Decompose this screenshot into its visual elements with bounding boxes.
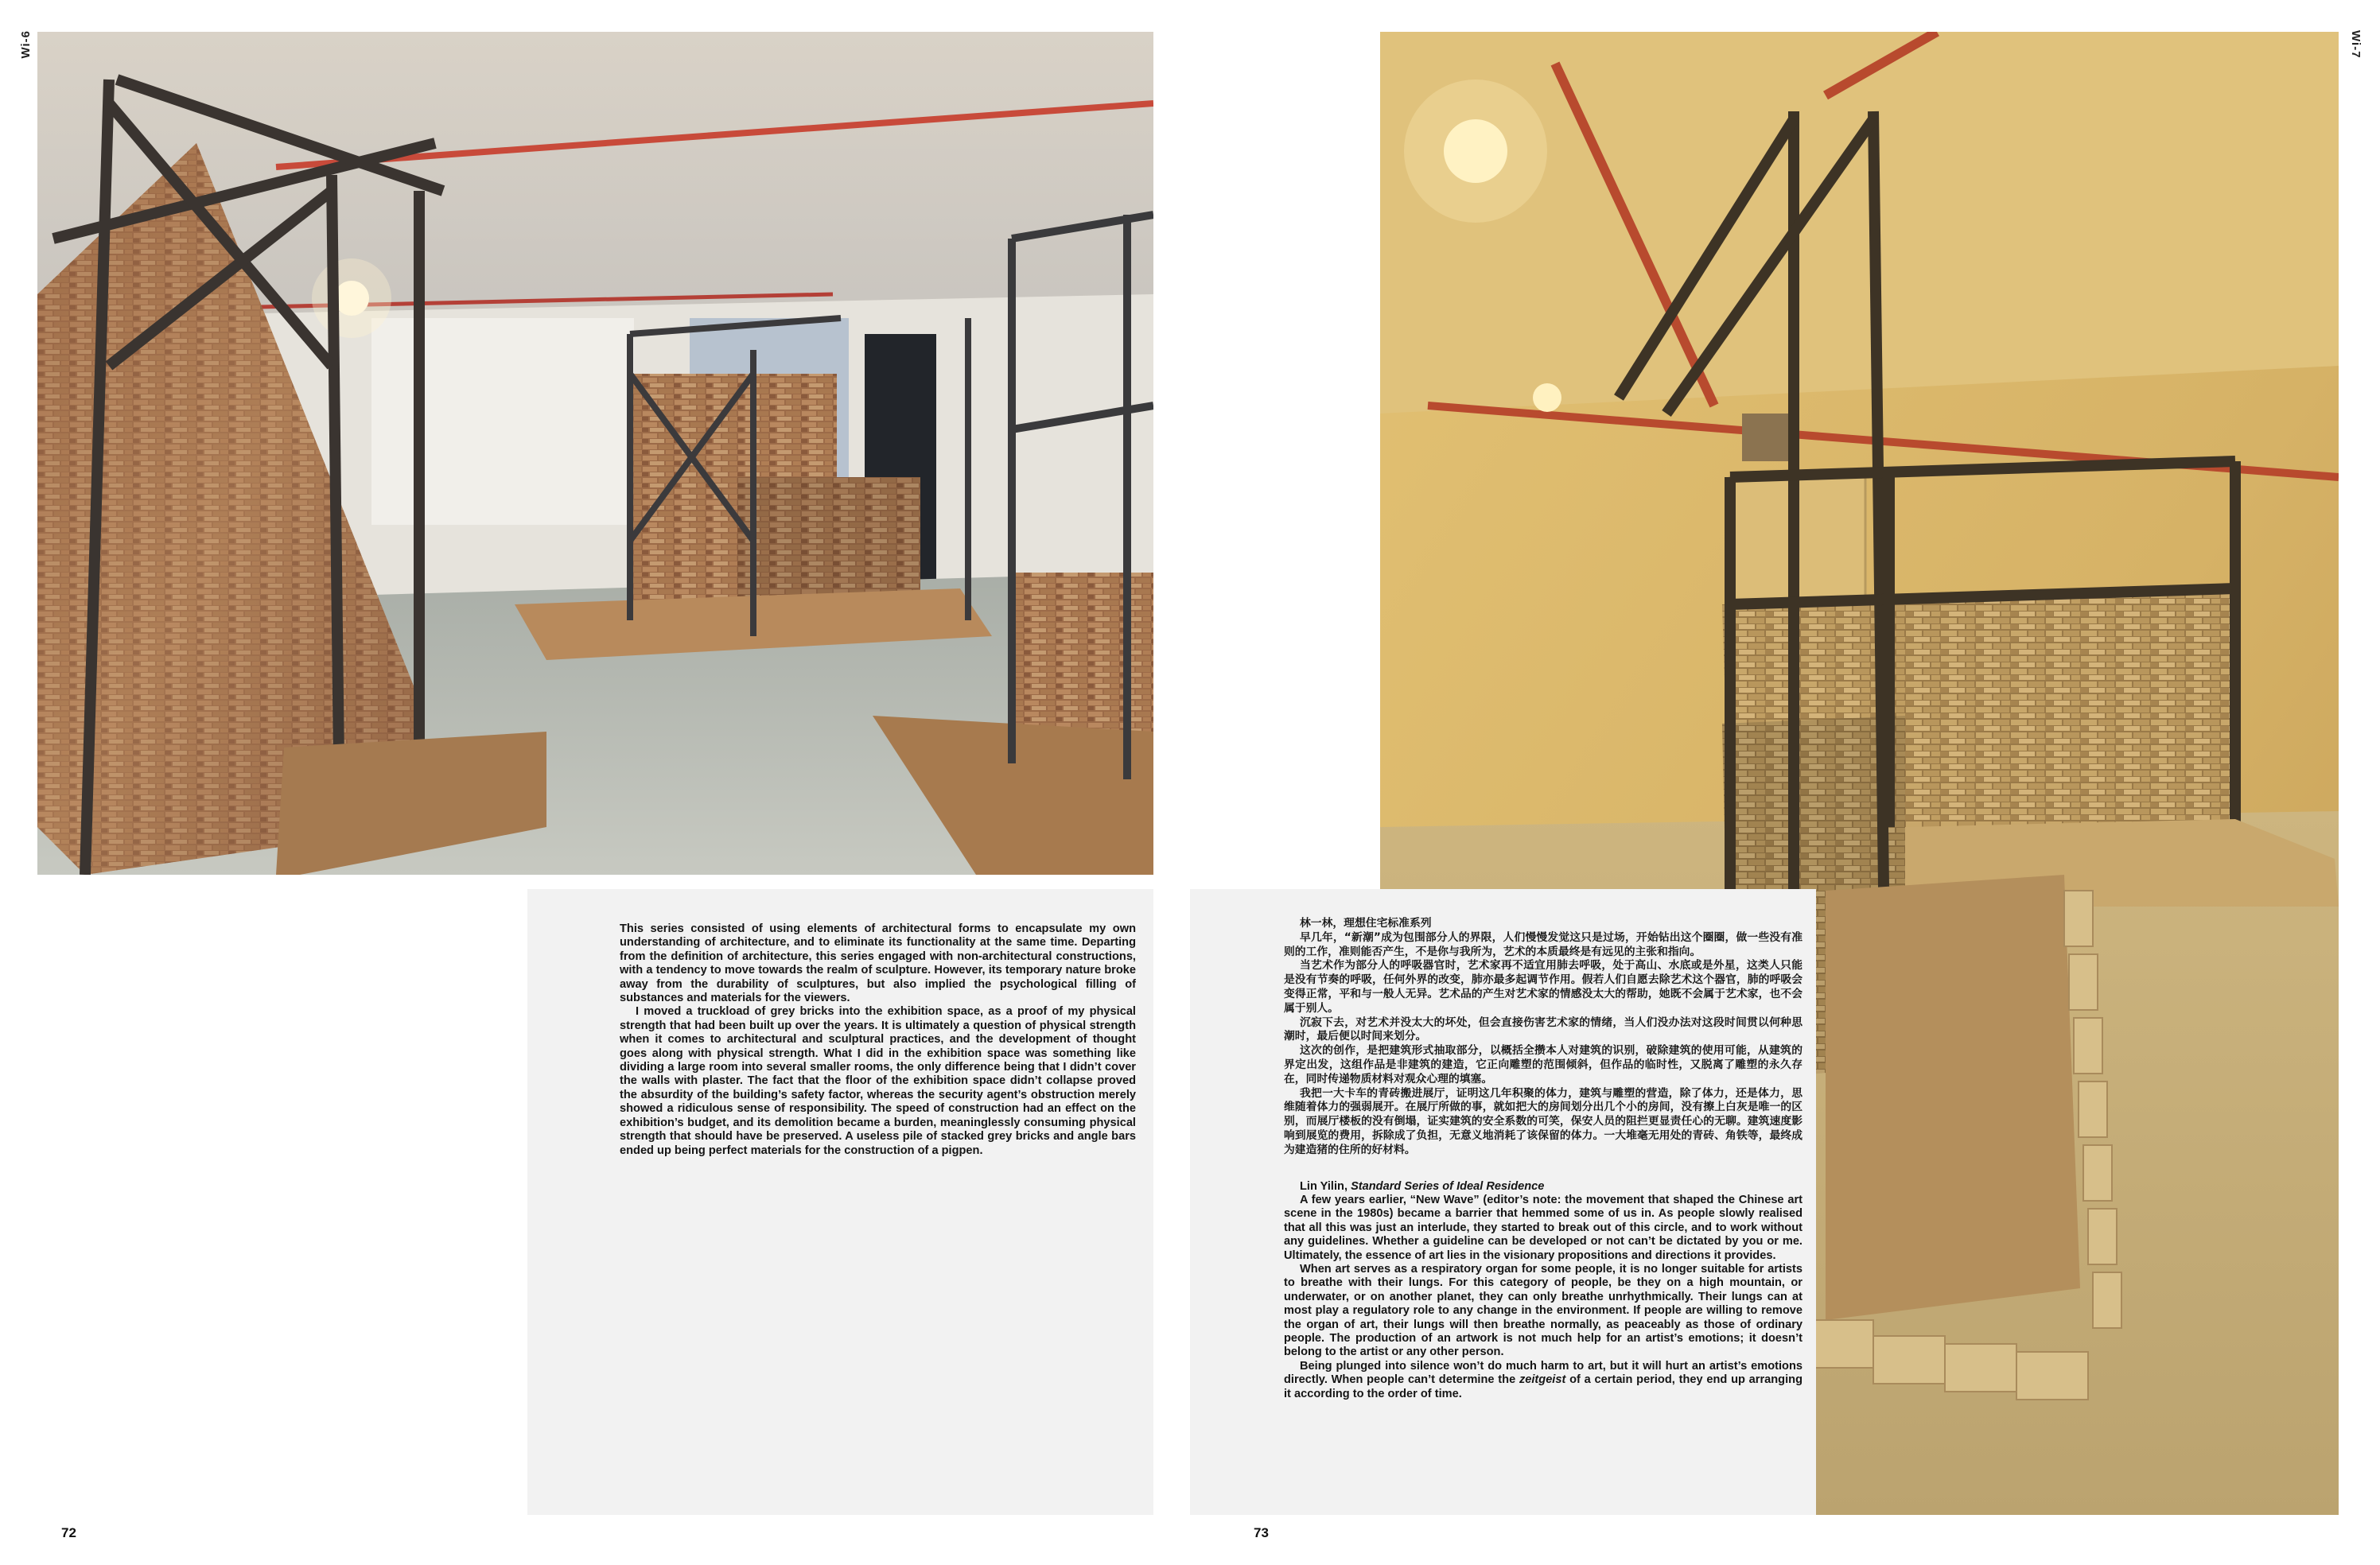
english-text-block (1284, 1180, 1802, 1402)
chinese-text-block (1284, 917, 1802, 1158)
page-side-label: Wi-7 (2349, 30, 2362, 59)
text-run: of a certain period, they end up arranging it according to the order of time. (1284, 1373, 1802, 1400)
byline-author: Lin Yilin, (1300, 1179, 1351, 1193)
chinese-title: 林一林，理想住宅标准系列 (1300, 917, 1432, 930)
paragraph: 这次的创作，是把建筑形式抽取部分，以概括全攒本人对建筑的识别，破除建筑的使用可能，从建筑的界定出发，这组作品是非建筑的建造，它正向雕塑的范围倾斜，但作品的临时性，又脱离了雕塑的永久存在，同时传递物质材料对观众心理的填塞。 (1284, 1044, 1802, 1085)
paragraph: 我把一大卡车的青砖搬进展厅，证明这几年积聚的体力，建筑与雕塑的营造，除了体力，还是体力，思维随着体力的强弱展开。在展厅所做的事，就如把大的房间划分出几个小的房间，没有擦上白灰是唯一的区别，而展厅楼板的没有倒塌，证实建筑的安全系数的可笑，保安人员的阻拦更显责任心的无聊。建筑速度影响到展览的费用，拆除成了负担，无意义地消耗了该保留的体力。一大堆毫无用处的青砖、角铁等，最终成为建造猪的住所的好材料。 (1284, 1086, 1802, 1156)
exhibition-photo-left (37, 32, 1153, 875)
paragraph: 早几年，“新潮”成为包围部分人的界限，人们慢慢发觉这只是过场，开始钻出这个圈圈，做一些没有准则的工作，准则能否产生，不是你与我所为，艺术的本质最终是有远见的主张和指向。 (1284, 930, 1802, 958)
paragraph: When art serves as a respiratory organ for some people, it is no longer suitable for artists to breathe with their lungs. For this category of people, be they on a high mountain, or underwater, or on another planet, they can only breathe unrhythmically. Their lungs can at most play a regulatory role to any change in the environment. If people are willing to remove the organ of art, their lungs will then breathe normally, as peaceably as those of ordinary people. The production of an artwork is not much help for an artist’s emotions; it doesn’t belong to the artist or any other person. (1284, 1262, 1802, 1359)
paragraph: This series consisted of using elements of architectural forms to encapsulate my own understanding of architecture, and to eliminate its functionality at the same time. Departing from the definition of architecture, this series engaged with non-architectural constructions, with a tendency to move towards the realm of sculpture. However, its temporary nature broke away from the durability of sculptures, but also implied the psychological filling of substances and materials for the viewers. (620, 922, 1136, 1005)
text-run: Being plunged into silence won’t do much harm to art, but it will hurt an artist’s emotions directly. When people can’t determine the (1284, 1359, 1802, 1387)
page-number: 72 (61, 1525, 76, 1540)
paragraph: 沉寂下去，对艺术并没太大的坏处，但会直接伤害艺术家的情绪，当人们没办法对这段时间贯以何种思潮时，最后便以时间来划分。 (1284, 1016, 1802, 1043)
page-side-label: Wi-6 (19, 30, 33, 59)
essay-text-right (1284, 917, 1802, 1401)
right-page (1190, 0, 2380, 1565)
paragraph: 当艺术作为部分人的呼吸器官时，艺术家再不适宜用肺去呼吸，处于高山、水底或是外星，这类人只能是没有节奏的呼吸，任何外界的改变，肺亦最多起调节作用。假若人们自愿去除艺术这个器官，肺的呼吸会变得正常，平和与一般人无异。艺术品的产生对艺术家的情感没太大的帮助，她既不会属于艺术家，也不会属于别人。 (1284, 959, 1802, 1015)
paragraph: I moved a truckload of grey bricks into the exhibition space, as a proof of my physical strength that had been built up over the years. It is ultimately a question of physical strength when it comes to architectural and sculptural practices, and the development of thought goes along with physical strength. What I did in the exhibition space was something like dividing a large room into several smaller rooms, the only difference being that I didn’t cover the walls with plaster. The fact that the floor of the exhibition space didn’t collapse proved the absurdity of the building’s safety factor, whereas the security agent’s obstruction merely showed a ridiculous sense of responsibility. The speed of construction had an effect on the exhibition’s budget, and its demolition became a burden, meaninglessly consuming physical strength that should have be preserved. A useless pile of stacked grey bricks and angle bars ended up being perfect materials for the construction of a pigpen. (620, 1005, 1136, 1157)
paragraph (1284, 1360, 1802, 1401)
page-number: 73 (1254, 1525, 1269, 1540)
emphasis-text: zeitgeist (1519, 1373, 1566, 1387)
byline-title: Standard Series of Ideal Residence (1351, 1179, 1545, 1193)
paragraph: A few years earlier, “New Wave” (editor’s note: the movement that shaped the Chinese art scene in the 1980s) became a barrier that hemmed some of us in. As people slowly realised that all this was just an interlude, they started to break out of this circle, and to work without any guidelines. Whether a guideline can be developed or not can’t be dictated by you or me. Ultimately, the essence of art lies in the visionary propositions and directions it provides. (1284, 1193, 1802, 1262)
english-byline (1284, 1180, 1802, 1194)
brick-installation-image (37, 32, 1153, 875)
essay-text-left (620, 922, 1136, 1158)
